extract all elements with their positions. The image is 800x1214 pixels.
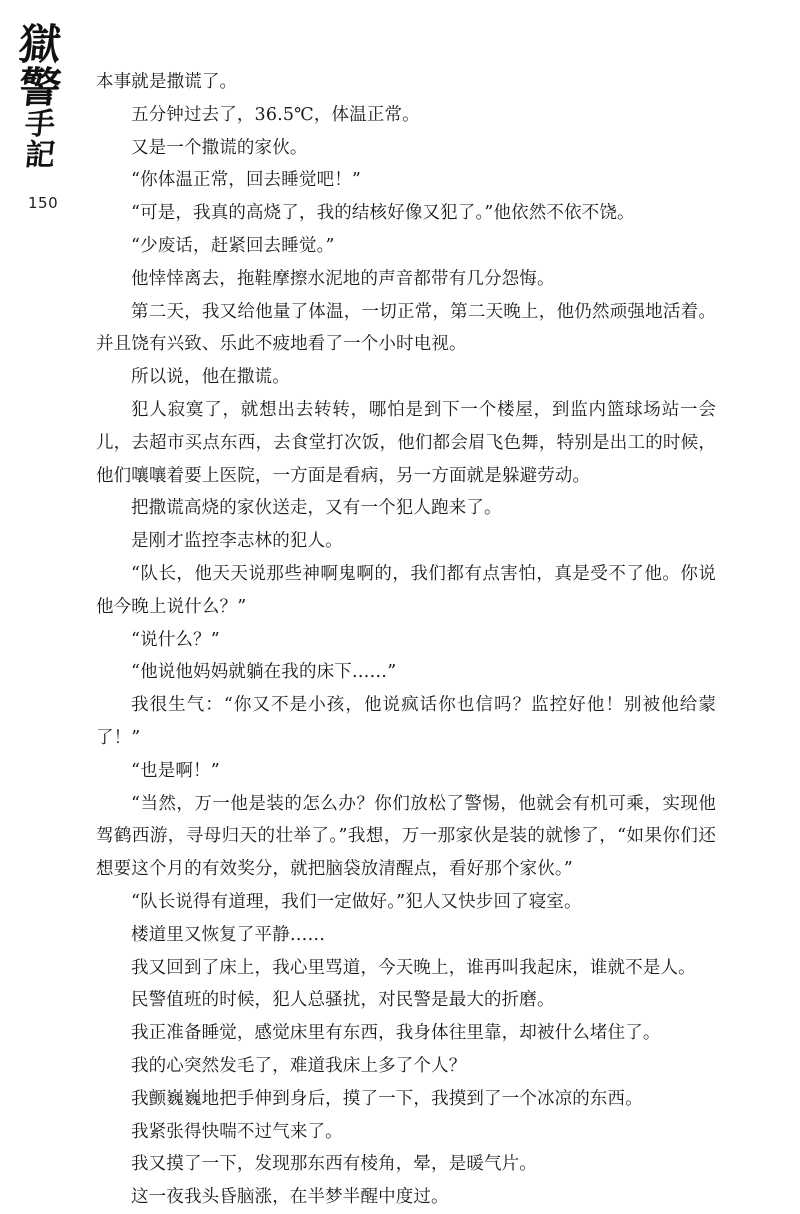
paragraph: 我又回到了床上，我心里骂道，今天晚上，谁再叫我起床，谁就不是人。 <box>131 957 696 978</box>
logo-char: 手 <box>23 107 57 142</box>
paragraph: “说什么？” <box>131 629 220 650</box>
paragraph: “你体温正常，回去睡觉吧！” <box>131 170 361 191</box>
paragraph: 他悻悻离去，拖鞋摩擦水泥地的声音都带有几分怨悔。 <box>131 268 555 289</box>
logo-char: 記 <box>23 138 57 173</box>
paragraph: 把撒谎高烧的家伙送走，又有一个犯人跑来了。 <box>131 498 502 519</box>
paragraph: 犯人寂寞了，就想出去转转，哪怕是到下一个楼屋，到监内篮球场站一会儿，去超市买点东西，去食堂打次饭，他们都会眉飞色舞，特别是出工的时候，他们嚷嚷着要上医院，一方面是看病，另一方面就是躲避劳动。 <box>96 399 716 486</box>
paragraph: 我的心突然发毛了，难道我床上多了个人？ <box>131 1055 467 1076</box>
paragraph: “当然，万一他是装的怎么办？你们放松了警惕，他就会有机可乘，实现他驾鹤西游，寻母归天的壮举了。”我想，万一那家伙是装的就惨了，“如果你们还想要这个月的有效奖分，就把脑袋放清醒点，看好那个家伙。” <box>96 793 716 880</box>
paragraph: “可是，我真的高烧了，我的结核好像又犯了。”他依然不依不饶。 <box>131 203 635 224</box>
paragraph: 民警值班的时候，犯人总骚扰，对民警是最大的折磨。 <box>131 990 555 1011</box>
paragraph: 楼道里又恢复了平静…… <box>131 924 326 945</box>
book-series-header <box>6 20 84 184</box>
logo-char: 警 <box>16 63 64 112</box>
paragraph: 又是一个撒谎的家伙。 <box>131 137 308 158</box>
paragraph: 我紧张得快喘不过气来了。 <box>131 1121 343 1142</box>
paragraph: 本事就是撒谎了。 <box>96 72 238 92</box>
paragraph: 第二天，我又给他量了体温，一切正常，第二天晚上，他仍然顽强地活着。并且饶有兴致、乐此不疲地看了一个小时电视。 <box>96 301 716 355</box>
paragraph: 是刚才监控李志林的犯人。 <box>131 531 343 552</box>
paragraph: 我又摸了一下，发现那东西有棱角，晕，是暖气片。 <box>131 1154 537 1175</box>
paragraph: “少废话，赶紧回去睡觉。” <box>131 235 335 256</box>
paragraph: “队长，他天天说那些神啊鬼啊的，我们都有点害怕，真是受不了他。你说他今晚上说什么？” <box>96 563 716 617</box>
paragraph: 所以说，他在撒谎。 <box>131 367 290 388</box>
paragraph: 我正准备睡觉，感觉床里有东西，我身体往里靠，却被什么堵住了。 <box>131 1023 661 1044</box>
paragraph: 五分钟过去了，36.5℃，体温正常。 <box>131 104 420 125</box>
paragraph: 我颤巍巍地把手伸到身后，摸了一下，我摸到了一个冰凉的东西。 <box>131 1088 643 1109</box>
paragraph: 我很生气：“你又不是小孩，他说疯话你也信吗？监控好他！别被他给蒙了！” <box>96 695 716 748</box>
logo-char: 獄 <box>16 20 64 69</box>
body-text <box>96 66 716 1214</box>
paragraph: “也是啊！” <box>131 760 220 781</box>
paragraph: “队长说得有道理，我们一定做好。”犯人又快步回了寝室。 <box>131 891 582 912</box>
book-title-logo <box>12 20 68 184</box>
page-number: 150 <box>28 194 59 212</box>
paragraph: 这一夜我头昏脑涨，在半梦半醒中度过。 <box>131 1187 449 1208</box>
paragraph: “他说他妈妈就躺在我的床下……” <box>131 662 397 683</box>
